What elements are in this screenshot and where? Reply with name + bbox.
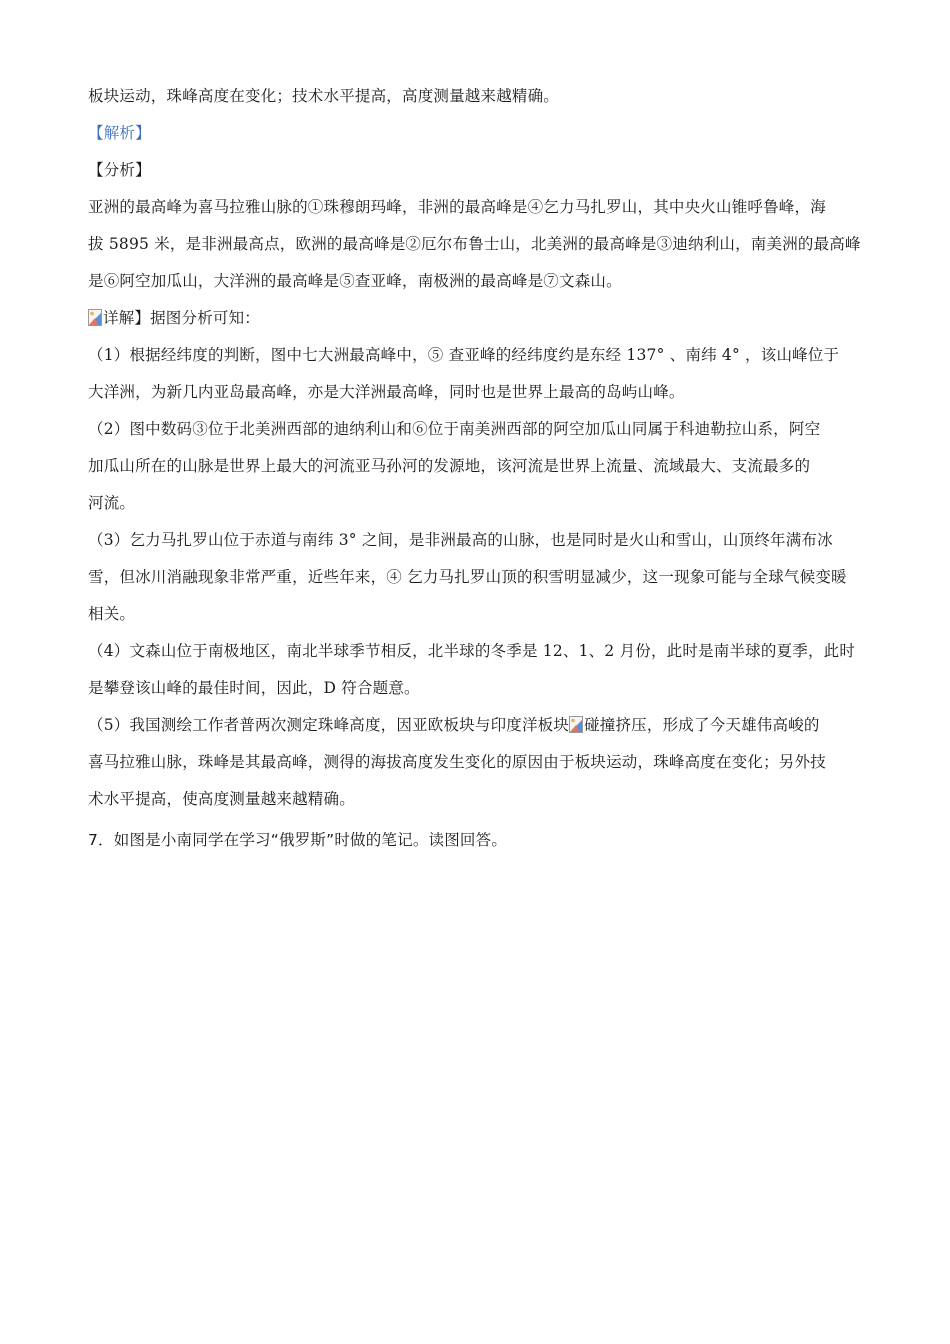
broken-image-icon [569, 716, 583, 733]
paragraph-line: （1）根据经纬度的判断，图中七大洲最高峰中，⑤ 查亚峰的经纬度约是东经 137° 、南纬 4° ，该山峰位于 [88, 346, 840, 364]
paragraph-line: （3）乞力马扎罗山位于赤道与南纬 3° 之间，是非洲最高的山脉，也是同时是火山和雪山，山顶终年满布冰 [88, 531, 833, 549]
paragraph-line: 相关。 [88, 605, 136, 623]
paragraph-line: （4）文森山位于南极地区，南北半球季节相反，北半球的冬季是 12、1、2 月份，此时是南半球的夏季，此时 [88, 642, 856, 660]
detail-heading-text: 详解】据图分析可知： [103, 309, 261, 327]
analysis-heading: 【解析】 [88, 124, 151, 142]
paragraph-line: 是攀登该山峰的最佳时间，因此，D 符合题意。 [88, 679, 420, 697]
paragraph-line-with-image [88, 707, 868, 744]
paragraph-line: 亚洲的最高峰为喜马拉雅山脉的①珠穆朗玛峰，非洲的最高峰是④乞力马扎罗山，其中央火山锥呼鲁峰，海 [88, 198, 826, 216]
paragraph-line: 是⑥阿空加瓜山，大洋洲的最高峰是⑤查亚峰，南极洲的最高峰是⑦文森山。 [88, 272, 622, 290]
question-7-prompt: 7．如图是小南同学在学习“俄罗斯”时做的笔记。读图回答。 [88, 831, 508, 849]
paragraph-line: 加瓜山所在的山脉是世界上最大的河流亚马孙河的发源地，该河流是世界上流量、流域最大、支流最多的 [88, 457, 811, 475]
paragraph-line: 喜马拉雅山脉，珠峰是其最高峰，测得的海拔高度发生变化的原因由于板块运动，珠峰高度在变化；另外技 [88, 753, 826, 771]
paragraph-line: 河流。 [88, 494, 136, 512]
paragraph-line: 大洋洲，为新几内亚岛最高峰，亦是大洋洲最高峰，同时也是世界上最高的岛屿山峰。 [88, 383, 685, 401]
answer-text-block [88, 78, 868, 859]
paragraph-text-after-image: 碰撞挤压，形成了今天雄伟高峻的 [584, 716, 820, 734]
broken-image-icon [88, 309, 102, 326]
paragraph-text-before-image: （5）我国测绘工作者普两次测定珠峰高度，因亚欧板块与印度洋板块 [88, 716, 570, 734]
paragraph-line: 拔 5895 米，是非洲最高点，欧洲的最高峰是②厄尔布鲁士山，北美洲的最高峰是③迪纳利山，南美洲的最高峰 [88, 235, 861, 253]
paragraph-line: （2）图中数码③位于北美洲西部的迪纳利山和⑥位于南美洲西部的阿空加瓜山同属于科迪勒拉山系，阿空 [88, 420, 821, 438]
paragraph-line: 雪，但冰川消融现象非常严重，近些年来，④ 乞力马扎罗山顶的积雪明显减少，这一现象可能与全球气候变暖 [88, 568, 847, 586]
fenxi-heading: 【分析】 [88, 161, 151, 179]
paragraph-line: 板块运动，珠峰高度在变化；技术水平提高，高度测量越来越精确。 [88, 87, 560, 105]
paragraph-line: 术水平提高，使高度测量越来越精确。 [88, 790, 355, 808]
detail-heading-line [88, 300, 868, 337]
